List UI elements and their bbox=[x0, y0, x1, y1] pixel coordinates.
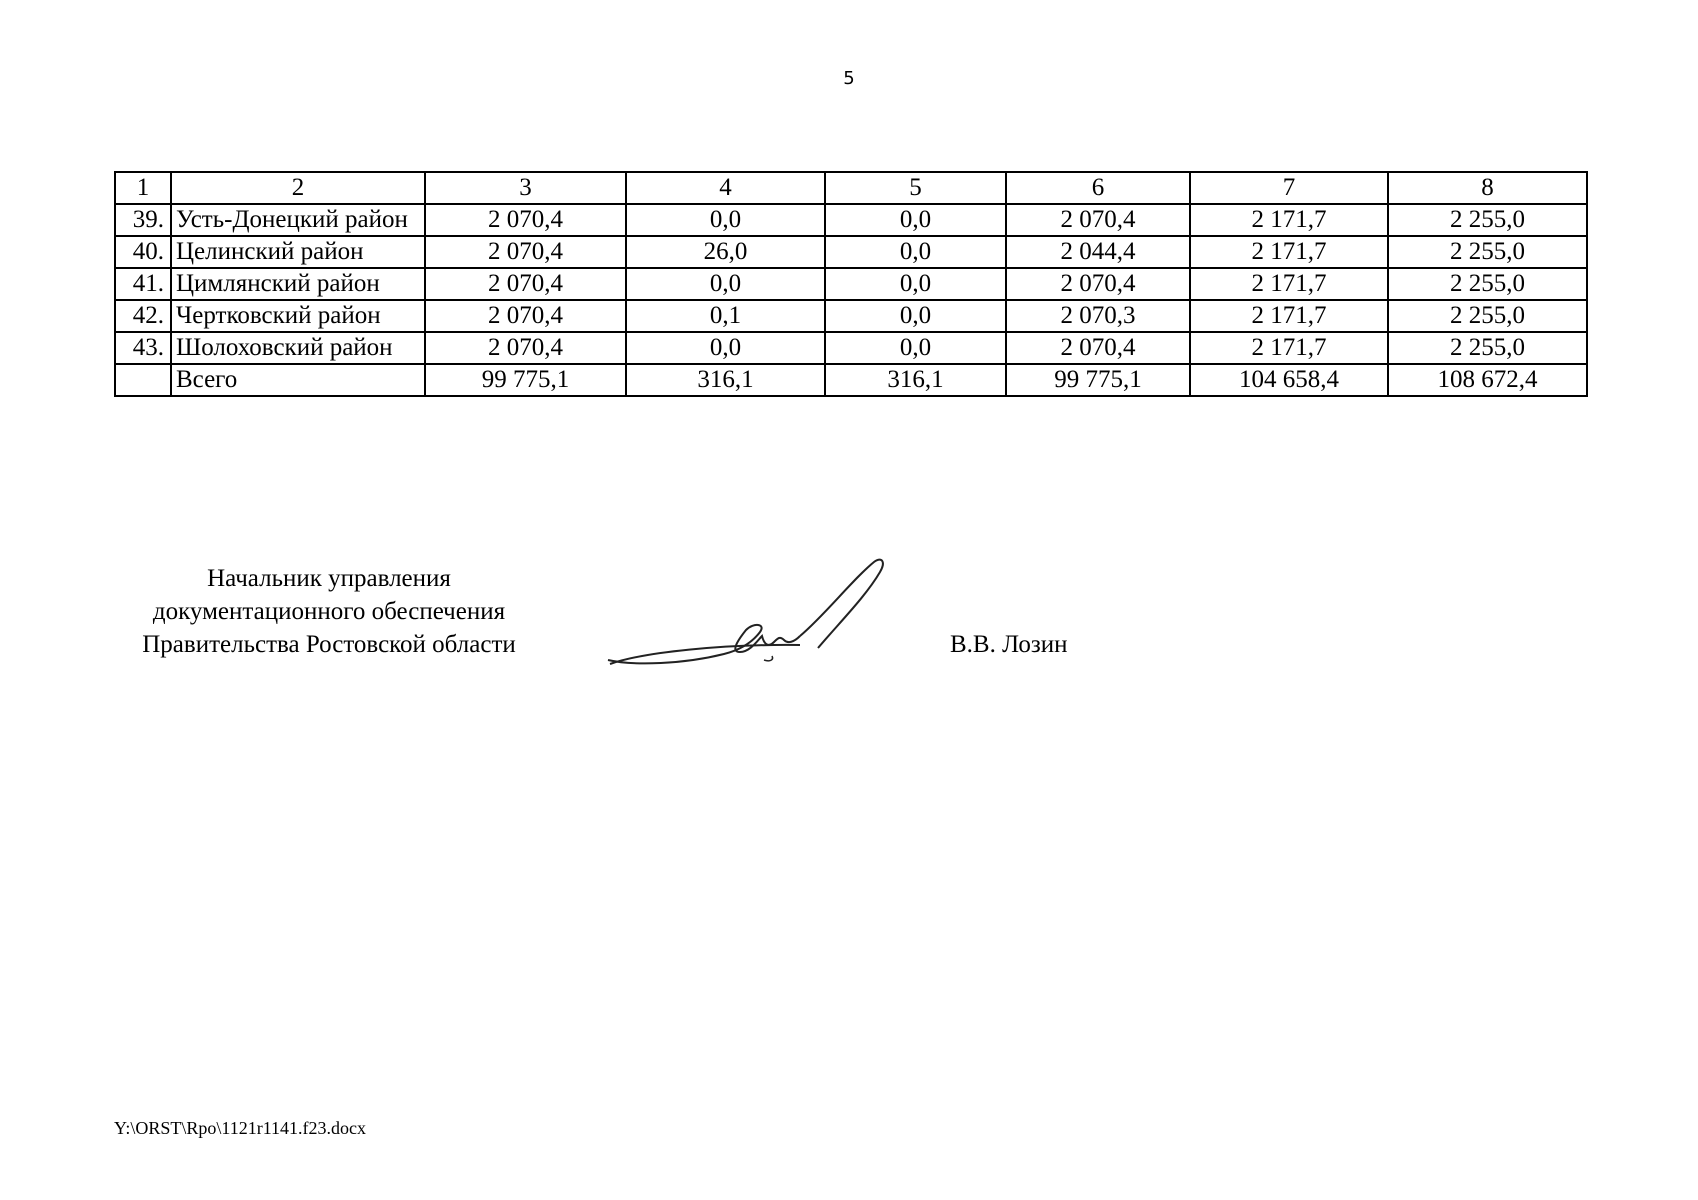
district-name-cell: Чертковский район bbox=[171, 300, 425, 332]
table-cell: 2 171,7 bbox=[1190, 332, 1388, 364]
table-row bbox=[115, 332, 1587, 364]
table-cell: 2 044,4 bbox=[1006, 236, 1190, 268]
table-cell: 316,1 bbox=[825, 364, 1006, 396]
row-number-cell: 40. bbox=[115, 236, 171, 268]
column-header: 3 bbox=[425, 172, 626, 204]
table-cell: 2 070,4 bbox=[425, 236, 626, 268]
district-name-cell: Шолоховский район bbox=[171, 332, 425, 364]
table-row bbox=[115, 268, 1587, 300]
table-cell: 2 070,4 bbox=[425, 204, 626, 236]
table-cell: 108 672,4 bbox=[1388, 364, 1587, 396]
column-header: 8 bbox=[1388, 172, 1587, 204]
table-cell: 316,1 bbox=[626, 364, 825, 396]
signatory-title bbox=[114, 562, 544, 661]
table-cell: 2 171,7 bbox=[1190, 300, 1388, 332]
table-cell: 2 255,0 bbox=[1388, 236, 1587, 268]
table-total-row bbox=[115, 364, 1587, 396]
page-number: 5 bbox=[843, 68, 855, 89]
table-cell: 0,0 bbox=[626, 268, 825, 300]
table-cell: 2 070,4 bbox=[425, 300, 626, 332]
table-cell: 2 255,0 bbox=[1388, 300, 1587, 332]
table-header-row bbox=[115, 172, 1587, 204]
row-number-cell bbox=[115, 364, 171, 396]
table-cell: 2 070,4 bbox=[425, 332, 626, 364]
table-cell: 0,0 bbox=[825, 236, 1006, 268]
row-number-cell: 41. bbox=[115, 268, 171, 300]
district-name-cell: Целинский район bbox=[171, 236, 425, 268]
column-header: 7 bbox=[1190, 172, 1388, 204]
column-header: 6 bbox=[1006, 172, 1190, 204]
table-cell: 2 070,4 bbox=[1006, 268, 1190, 300]
row-number-cell: 39. bbox=[115, 204, 171, 236]
signer-name: В.В. Лозин bbox=[950, 631, 1068, 658]
row-number-cell: 43. bbox=[115, 332, 171, 364]
table-cell: 0,0 bbox=[626, 204, 825, 236]
file-path: Y:\ORST\Rpo\1121r1141.f23.docx bbox=[114, 1118, 367, 1138]
table-cell: 99 775,1 bbox=[1006, 364, 1190, 396]
table-cell: 2 070,4 bbox=[1006, 204, 1190, 236]
table-cell: 2 255,0 bbox=[1388, 268, 1587, 300]
table-cell: 104 658,4 bbox=[1190, 364, 1388, 396]
table-row bbox=[115, 204, 1587, 236]
table-cell: 2 171,7 bbox=[1190, 236, 1388, 268]
table-cell: 2 070,3 bbox=[1006, 300, 1190, 332]
total-label-cell: Всего bbox=[171, 364, 425, 396]
handwritten-signature bbox=[604, 556, 894, 676]
table-cell: 99 775,1 bbox=[425, 364, 626, 396]
signatory-title-line: Правительства Ростовской области bbox=[142, 631, 516, 658]
table-cell: 0,0 bbox=[825, 268, 1006, 300]
district-name-cell: Цимлянский район bbox=[171, 268, 425, 300]
table-cell: 2 255,0 bbox=[1388, 204, 1587, 236]
table-cell: 0,0 bbox=[626, 332, 825, 364]
column-header: 1 bbox=[115, 172, 171, 204]
table-cell: 2 171,7 bbox=[1190, 268, 1388, 300]
table-cell: 26,0 bbox=[626, 236, 825, 268]
table-cell: 2 070,4 bbox=[425, 268, 626, 300]
table-cell: 0,1 bbox=[626, 300, 825, 332]
column-header: 4 bbox=[626, 172, 825, 204]
table-cell: 0,0 bbox=[825, 300, 1006, 332]
table-cell: 2 255,0 bbox=[1388, 332, 1587, 364]
table-cell: 0,0 bbox=[825, 204, 1006, 236]
data-table bbox=[114, 171, 1588, 397]
signatory-title-line: документационного обеспечения bbox=[152, 598, 506, 625]
signatory-title-line: Начальник управления bbox=[207, 565, 451, 592]
table-cell: 0,0 bbox=[825, 332, 1006, 364]
district-name-cell: Усть-Донецкий район bbox=[171, 204, 425, 236]
row-number-cell: 42. bbox=[115, 300, 171, 332]
table-row bbox=[115, 236, 1587, 268]
column-header: 5 bbox=[825, 172, 1006, 204]
table-cell: 2 171,7 bbox=[1190, 204, 1388, 236]
table-cell: 2 070,4 bbox=[1006, 332, 1190, 364]
column-header: 2 bbox=[171, 172, 425, 204]
table-row bbox=[115, 300, 1587, 332]
